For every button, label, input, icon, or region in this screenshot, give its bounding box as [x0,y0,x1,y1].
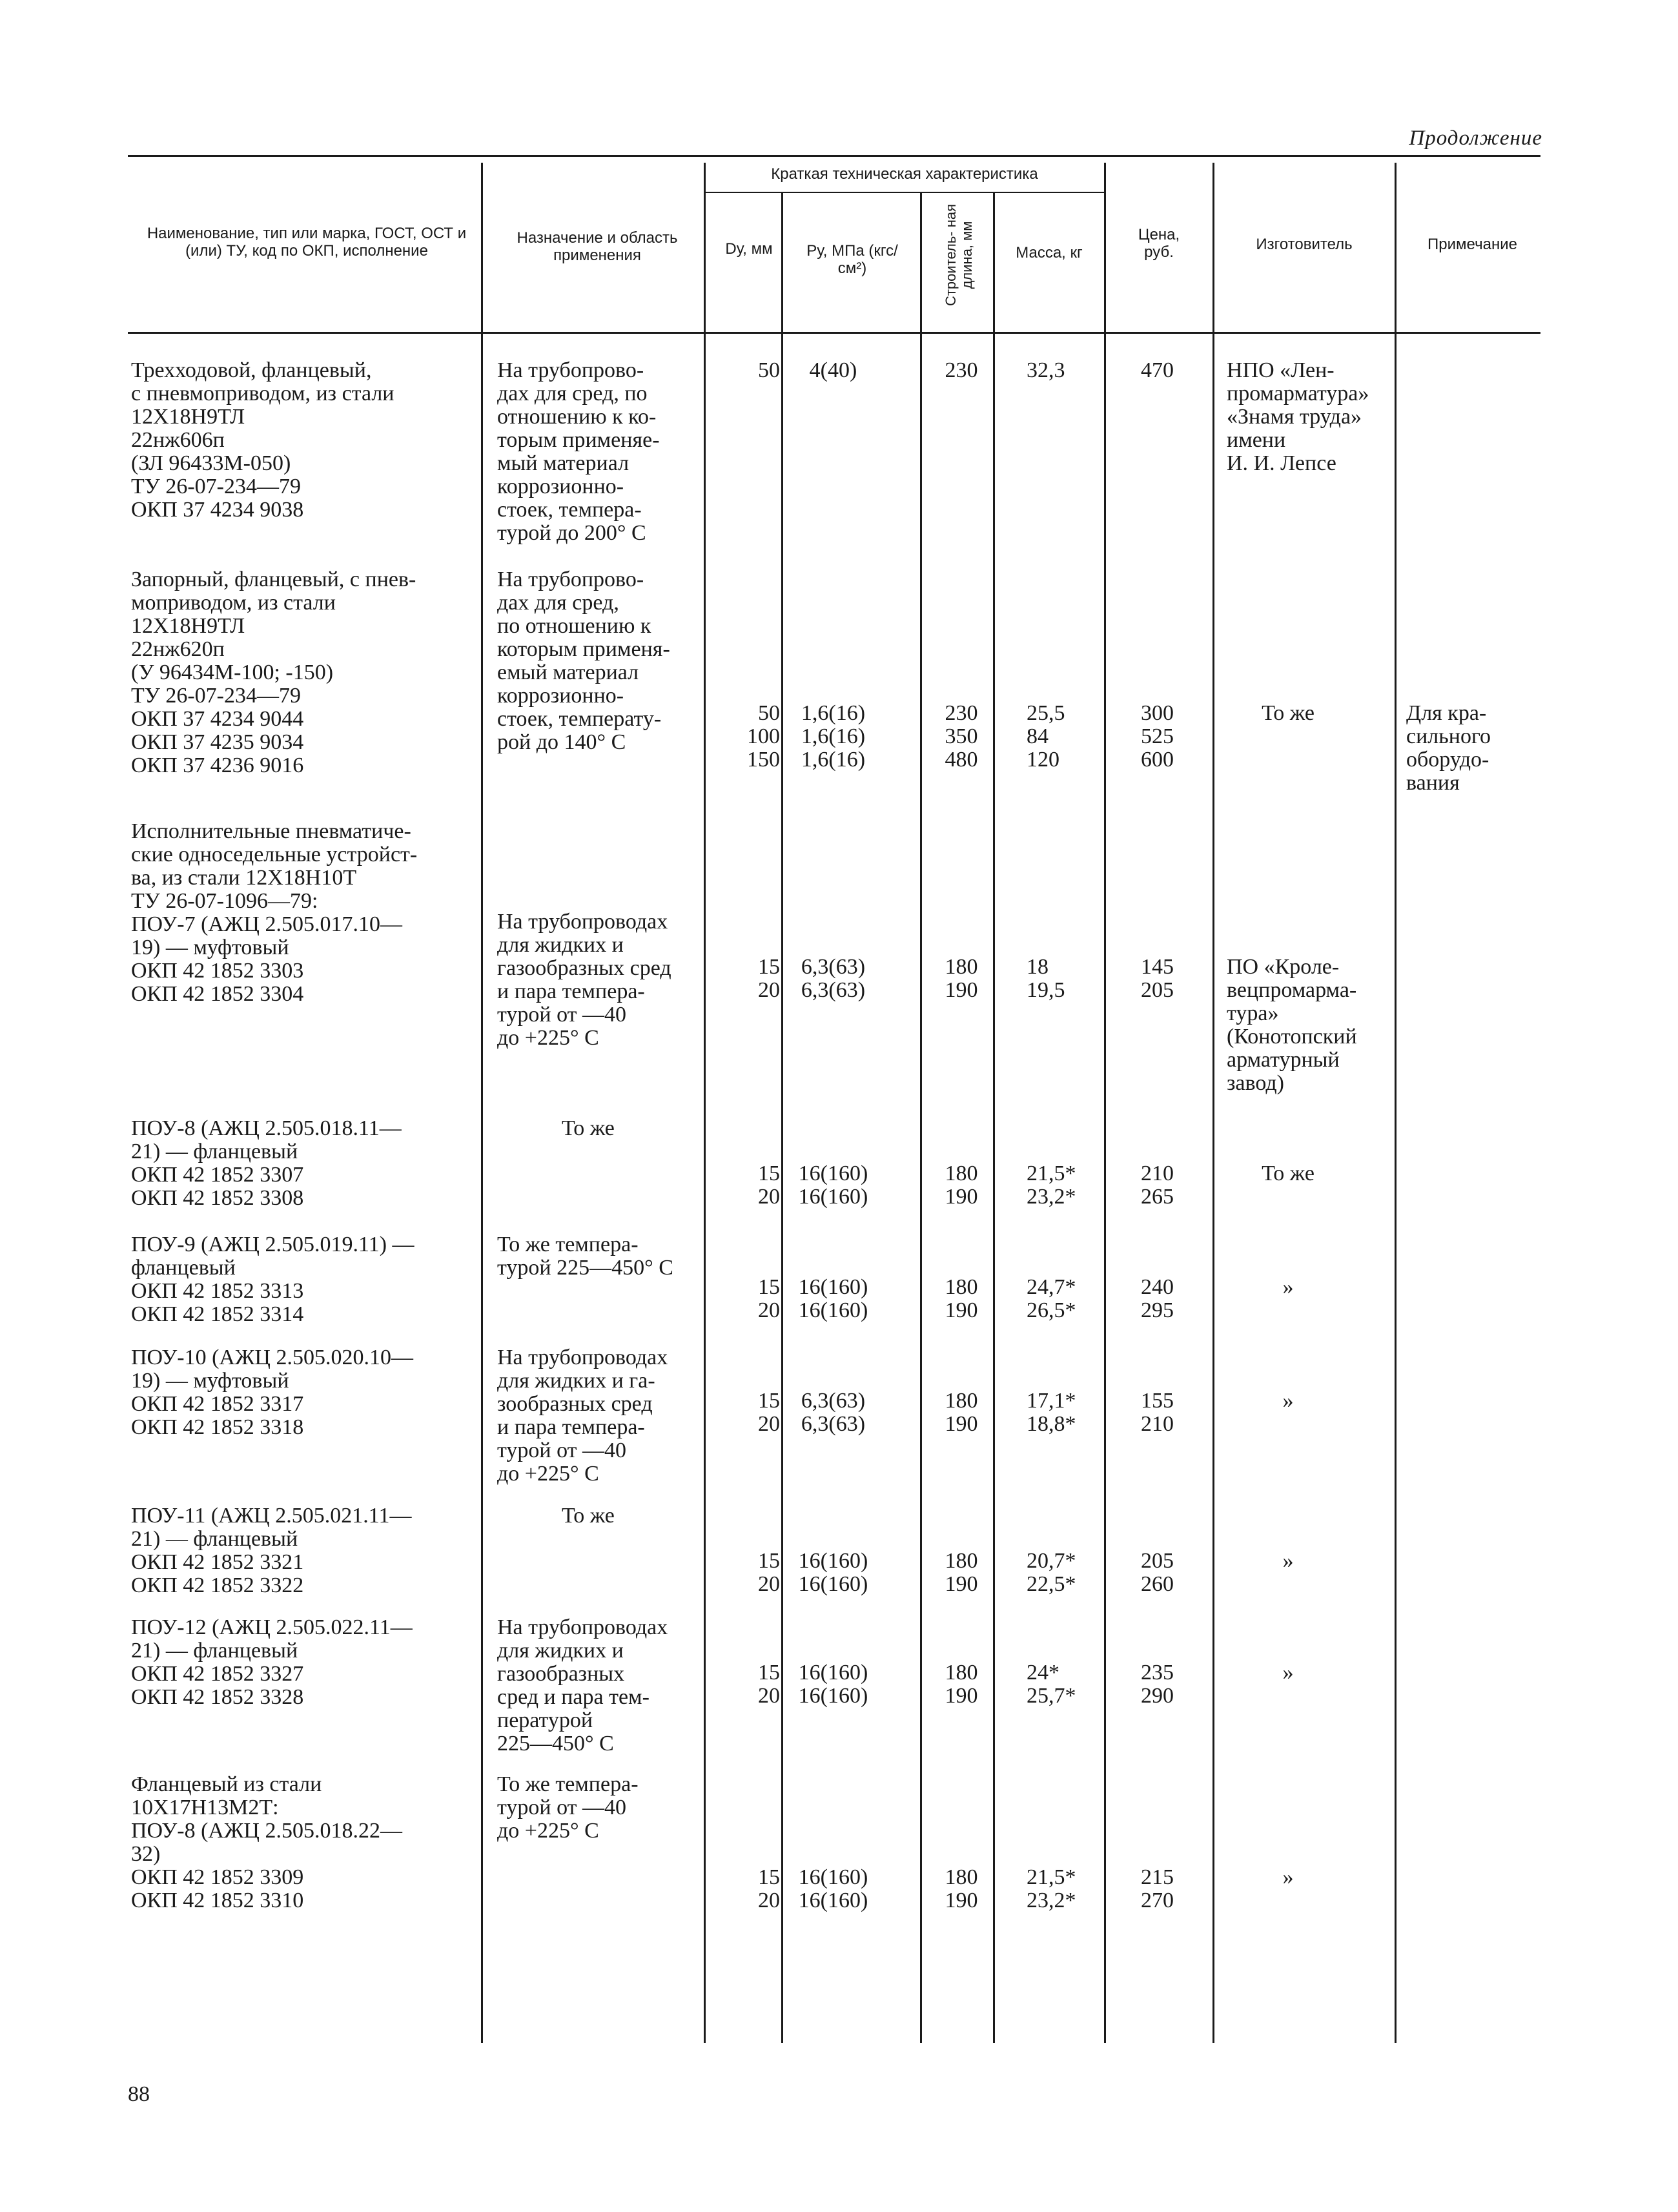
row-2-name: Исполнительные пневматиче- ские односедельные устройст- ва, из стали 12Х18Н10Т ТУ 26-07-1096—79: ПОУ-7 (АЖЦ 2.505.017.10— 19) — муфтовый ОКП 42 1852 3303 ОКП 42 1852 3304 [131,819,418,1006]
row-1-dy: 50 100 150 [747,701,780,772]
row-5-length: 180 190 [945,1389,978,1436]
row-6-dy: 15 20 [758,1549,780,1596]
divider-mass-price [1104,163,1106,2043]
row-8-mass: 21,5* 23,2* [1027,1865,1076,1912]
row-1-name: Запорный, фланцевый, с пнев- моприводом, из стали 12Х18Н9ТЛ 22нж620п (У 96434М-100; -150) ТУ 26-07-234—79 ОКП 37 4234 9044 ОКП 37 4235 9034 ОКП 37 4236 9016 [131,568,416,777]
row-4-price: 240 295 [1141,1275,1174,1322]
row-2-purpose: На трубопроводах для жидких и газообразных сред и пара темпера- турой от —40 до +225° С [497,910,671,1050]
row-4-length: 180 190 [945,1275,978,1322]
row-8-py: 16(160) 16(160) [798,1865,868,1912]
row-5-name: ПОУ-10 (АЖЦ 2.505.020.10— 19) — муфтовый ОКП 42 1852 3317 ОКП 42 1852 3318 [131,1346,413,1439]
divider-price-manufacturer [1212,163,1214,2043]
brief-header-subrule [704,192,1105,193]
divider-length-mass [993,192,995,2043]
row-2-dy: 15 20 [758,955,780,1002]
row-8-purpose: То же темпера- турой от —40 до +225° С [497,1772,639,1843]
divider-manufacturer-note [1395,163,1397,2043]
row-6-price: 205 260 [1141,1549,1174,1596]
row-6-name: ПОУ-11 (АЖЦ 2.505.021.11— 21) — фланцевый ОКП 42 1852 3321 ОКП 42 1852 3322 [131,1504,412,1597]
table-header-bottom-rule [128,332,1540,334]
row-4-manufacturer: » [1282,1275,1294,1299]
row-3-length: 180 190 [945,1162,978,1209]
row-0-py: 4(40) [809,358,857,382]
row-5-dy: 15 20 [758,1389,780,1436]
row-7-mass: 24* 25,7* [1027,1661,1076,1708]
row-3-name: ПОУ-8 (АЖЦ 2.505.018.11— 21) — фланцевый ОКП 42 1852 3307 ОКП 42 1852 3308 [131,1116,402,1210]
header-name: Наименование, тип или марка, ГОСТ, ОСТ и (или) ТУ, код по ОКП, исполнение [147,225,467,260]
row-8-dy: 15 20 [758,1865,780,1912]
row-0-mass: 32,3 [1027,358,1065,382]
row-0-purpose: На трубопрово- дах для сред, по отношению к ко- торым применяе- мый материал коррозионно- стоек, темпера- турой до 200° С [497,358,660,545]
row-3-manufacturer: То же [1262,1162,1315,1185]
row-7-name: ПОУ-12 (АЖЦ 2.505.022.11— 21) — фланцевый ОКП 42 1852 3327 ОКП 42 1852 3328 [131,1615,413,1709]
row-0-dy: 50 [758,358,780,382]
row-6-py: 16(160) 16(160) [798,1549,868,1596]
divider-dy-py [781,192,783,2043]
row-3-py: 16(160) 16(160) [798,1162,868,1209]
row-6-purpose: То же [562,1504,615,1528]
row-1-manufacturer: То же [1262,701,1315,725]
page-number: 88 [128,2082,150,2106]
row-4-name: ПОУ-9 (АЖЦ 2.505.019.11) — фланцевый ОКП 42 1852 3313 ОКП 42 1852 3314 [131,1233,414,1326]
header-purpose: Назначение и область применения [517,229,678,264]
row-1-price: 300 525 600 [1141,701,1174,772]
header-note: Примечание [1427,236,1517,253]
row-7-py: 16(160) 16(160) [798,1661,868,1708]
table-top-rule [128,155,1540,157]
row-4-mass: 24,7* 26,5* [1027,1275,1076,1322]
row-5-purpose: На трубопроводах для жидких и га- зообразных сред и пара темпера- турой от —40 до +225° С [497,1346,668,1486]
row-0-manufacturer: НПО «Лен- промарматура» «Знамя труда» имени И. И. Лепсе [1227,358,1369,475]
row-3-price: 210 265 [1141,1162,1174,1209]
row-7-dy: 15 20 [758,1661,780,1708]
row-5-py: 6,3(63) 6,3(63) [801,1389,866,1436]
row-5-mass: 17,1* 18,8* [1027,1389,1076,1436]
row-6-length: 180 190 [945,1549,978,1596]
row-5-price: 155 210 [1141,1389,1174,1436]
row-0-price: 470 [1141,358,1174,382]
header-manufacturer: Изготовитель [1256,236,1353,253]
row-7-manufacturer: » [1282,1661,1294,1685]
row-6-manufacturer: » [1282,1549,1294,1573]
header-py: Pу, МПа (кгс/см²) [806,242,898,277]
row-8-manufacturer: » [1282,1865,1294,1889]
row-2-mass: 18 19,5 [1027,955,1065,1002]
row-1-length: 230 350 480 [945,701,978,772]
row-4-py: 16(160) 16(160) [798,1275,868,1322]
divider-py-length [920,192,922,2043]
header-mass: Масса, кг [1016,244,1083,261]
header-dy: Dу, мм [725,240,773,258]
row-8-length: 180 190 [945,1865,978,1912]
row-1-py: 1,6(16) 1,6(16) 1,6(16) [801,701,866,772]
row-3-purpose: То же [562,1116,615,1140]
divider-purpose-dy [704,163,706,2043]
header-price: Цена, руб. [1138,226,1180,261]
row-4-purpose: То же темпера- турой 225—450° С [497,1233,673,1280]
row-2-manufacturer: ПО «Кроле- вецпромарма- тура» (Конотопский арматурный завод) [1227,955,1357,1095]
row-1-note: Для кра- сильного оборудо- вания [1406,701,1491,795]
row-1-mass: 25,5 84 120 [1027,701,1065,772]
row-3-dy: 15 20 [758,1162,780,1209]
row-8-price: 215 270 [1141,1865,1174,1912]
divider-name-purpose [481,163,483,2043]
row-7-length: 180 190 [945,1661,978,1708]
row-8-name: Фланцевый из стали 10Х17Н13М2Т: ПОУ-8 (АЖЦ 2.505.018.22— 32) ОКП 42 1852 3309 ОКП 42 1852 3310 [131,1772,402,1912]
row-7-purpose: На трубопроводах для жидких и газообразных сред и пара тем- пературой 225—450° С [497,1615,668,1756]
row-5-manufacturer: » [1282,1389,1294,1413]
row-2-length: 180 190 [945,955,978,1002]
row-2-price: 145 205 [1141,955,1174,1002]
header-length: Строитель- ная длина, мм [943,203,975,307]
continuation-label: Продолжение [1409,127,1542,150]
row-0-name: Трехходовой, фланцевый, с пневмоприводом, из стали 12Х18Н9ТЛ 22нж606п (ЗЛ 96433М-050) ТУ 26-07-234—79 ОКП 37 4234 9038 [131,358,394,522]
row-3-mass: 21,5* 23,2* [1027,1162,1076,1209]
header-brief: Краткая техническая характеристика [771,165,1038,183]
row-6-mass: 20,7* 22,5* [1027,1549,1076,1596]
row-4-dy: 15 20 [758,1275,780,1322]
row-2-py: 6,3(63) 6,3(63) [801,955,866,1002]
row-7-price: 235 290 [1141,1661,1174,1708]
row-0-length: 230 [945,358,978,382]
row-1-purpose: На трубопрово- дах для сред, по отношению к которым применя- емый материал коррозионно- стоек, температу- рой до 140° С [497,568,670,754]
